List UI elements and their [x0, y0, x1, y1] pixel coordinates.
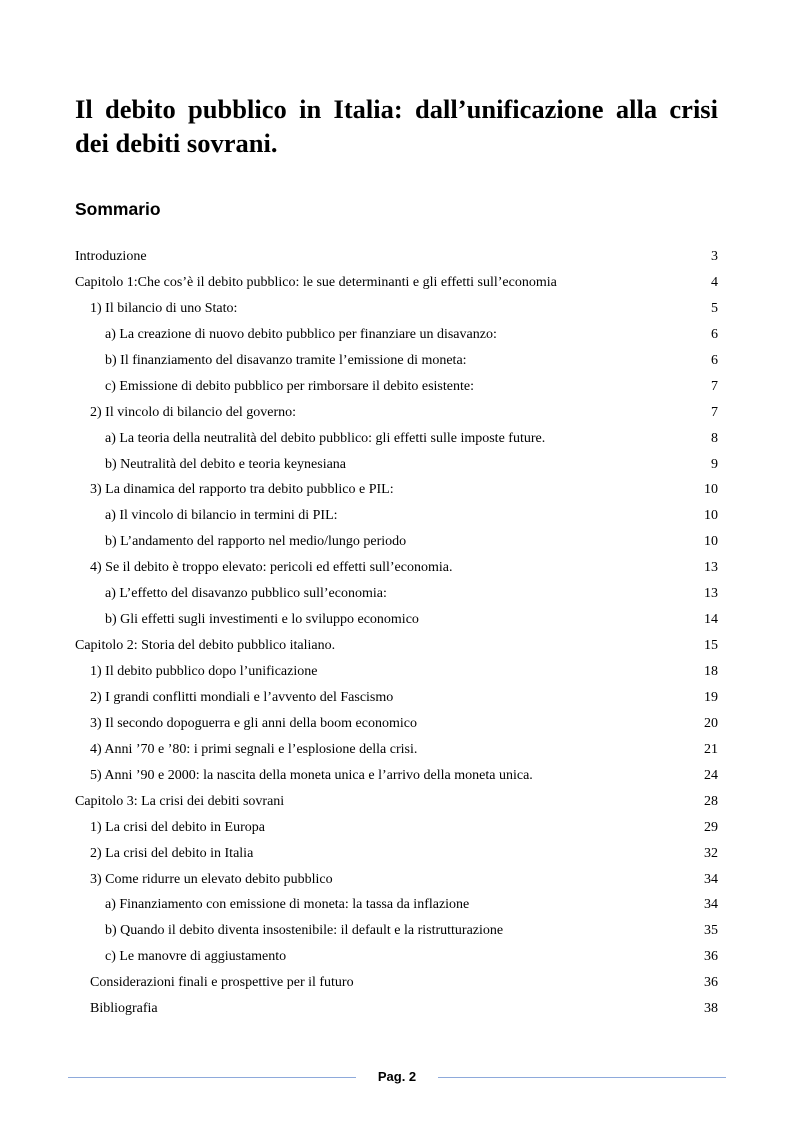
toc-entry-page-number[interactable]: 29: [704, 819, 718, 835]
toc-entry-title[interactable]: 3) La dinamica del rapporto tra debito pubblico e PIL:: [90, 482, 394, 498]
toc-entry-page-number[interactable]: 4: [711, 274, 718, 290]
toc-entry[interactable]: [75, 685, 718, 711]
toc-entry-page-number[interactable]: 13: [704, 586, 718, 602]
toc-entry-page-number[interactable]: 18: [704, 664, 718, 679]
toc-entry[interactable]: [75, 400, 718, 426]
toc-entry[interactable]: [75, 789, 718, 815]
toc-entry[interactable]: [75, 867, 718, 893]
toc-entry[interactable]: [75, 477, 718, 503]
toc-entry-page-number[interactable]: 36: [704, 975, 718, 991]
toc-entry[interactable]: [75, 555, 718, 581]
toc-entry[interactable]: [75, 763, 718, 789]
toc-entry[interactable]: [75, 322, 718, 348]
toc-entry-page-number[interactable]: 6: [711, 352, 718, 368]
toc-entry[interactable]: [75, 737, 718, 763]
toc-entry[interactable]: [75, 944, 718, 970]
toc-entry-title[interactable]: 4) Anni ’70 e ’80: i primi segnali e l’esplosione della crisi.: [90, 741, 418, 757]
toc-entry-title[interactable]: Capitolo 1:Che cos’è il debito pubblico: le sue determinanti e gli effetti sull’economia: [75, 274, 557, 290]
toc-entry-page-number[interactable]: 6: [711, 326, 718, 342]
footer-rule-right: [438, 1077, 726, 1078]
toc-entry-page-number[interactable]: 20: [704, 715, 718, 731]
toc-entry-title[interactable]: 3) Il secondo dopoguerra e gli anni della boom economico: [90, 715, 417, 731]
toc-entry[interactable]: [75, 270, 718, 296]
toc-entry-title[interactable]: 4) Se il debito è troppo elevato: pericoli ed effetti sull’economia.: [90, 560, 453, 576]
toc-entry-title[interactable]: c) Emissione di debito pubblico per rimborsare il debito esistente:: [105, 378, 474, 394]
page-number-label: Pag. 2: [377, 1069, 417, 1084]
toc-entry-page-number[interactable]: 28: [704, 793, 718, 809]
toc-entry-page-number[interactable]: 36: [704, 949, 718, 965]
toc-entry[interactable]: [75, 607, 718, 633]
toc-entry-page-number[interactable]: 5: [711, 300, 718, 316]
toc-entry[interactable]: [75, 452, 718, 478]
toc-entry-page-number[interactable]: 10: [704, 508, 718, 524]
toc-entry[interactable]: [75, 348, 718, 374]
toc-entry-title[interactable]: 1) La crisi del debito in Europa: [90, 819, 265, 835]
toc-entry[interactable]: [75, 711, 718, 737]
toc-entry[interactable]: [75, 892, 718, 918]
toc-entry-page-number[interactable]: 7: [711, 378, 718, 394]
toc-entry[interactable]: [75, 996, 718, 1022]
toc-entry-page-number[interactable]: 19: [704, 689, 718, 705]
toc-entry-title[interactable]: 2) Il vincolo di bilancio del governo:: [90, 404, 297, 420]
toc-entry-title[interactable]: a) Il vincolo di bilancio in termini di PIL:: [105, 508, 338, 524]
toc-entry-page-number[interactable]: 21: [704, 741, 718, 757]
toc-entry-page-number[interactable]: 34: [704, 897, 718, 913]
toc-entry-title[interactable]: 1) Il debito pubblico dopo l’unificazione: [90, 664, 318, 679]
toc-entry-title[interactable]: Capitolo 2: Storia del debito pubblico italiano.: [75, 638, 336, 654]
toc-entry[interactable]: [75, 581, 718, 607]
toc-entry[interactable]: [75, 633, 718, 659]
toc-entry-page-number[interactable]: 15: [704, 638, 718, 654]
toc-entry[interactable]: [75, 841, 718, 867]
toc-entry-page-number[interactable]: 38: [704, 1001, 718, 1017]
toc-entry-title[interactable]: b) Il finanziamento del disavanzo tramite l’emissione di moneta:: [105, 352, 467, 368]
document-title: Il debito pubblico in Italia: dall’unificazione alla crisi dei debiti sovrani.: [75, 94, 718, 158]
toc-heading: Sommario: [75, 199, 161, 219]
toc-entry-title[interactable]: 1) Il bilancio di uno Stato:: [90, 300, 238, 316]
toc-entry-page-number[interactable]: 35: [704, 923, 718, 939]
toc-entry[interactable]: [75, 815, 718, 841]
toc-entry-title[interactable]: Bibliografia: [90, 1001, 158, 1017]
toc-entry-title[interactable]: b) L’andamento del rapporto nel medio/lungo periodo: [105, 534, 407, 550]
toc-entry[interactable]: [75, 296, 718, 322]
toc-entry[interactable]: [75, 374, 718, 400]
toc-entry-title[interactable]: Introduzione: [75, 249, 147, 264]
page-footer: [68, 1066, 726, 1088]
toc-entry-title[interactable]: a) Finanziamento con emissione di moneta: la tassa da inflazione: [105, 897, 470, 913]
toc-entry-title[interactable]: 2) La crisi del debito in Italia: [90, 845, 254, 861]
toc-entry-page-number[interactable]: 14: [704, 612, 718, 628]
toc-entry-title[interactable]: b) Quando il debito diventa insostenibile: il default e la ristrutturazione: [105, 923, 504, 939]
toc-entry-page-number[interactable]: 13: [704, 560, 718, 576]
toc-entry[interactable]: [75, 659, 718, 685]
toc-entry[interactable]: [75, 918, 718, 944]
toc-entry-title[interactable]: 3) Come ridurre un elevato debito pubblico: [90, 871, 333, 887]
toc-entry-page-number[interactable]: 3: [711, 249, 718, 264]
toc-entry-title[interactable]: Considerazioni finali e prospettive per il futuro: [90, 975, 354, 991]
toc-entry[interactable]: [75, 244, 718, 270]
toc-entry-title[interactable]: a) L’effetto del disavanzo pubblico sull’economia:: [105, 586, 387, 602]
toc-entry-page-number[interactable]: 32: [704, 845, 718, 861]
toc-entry-page-number[interactable]: 10: [704, 482, 718, 498]
toc-entry-title[interactable]: b) Gli effetti sugli investimenti e lo sviluppo economico: [105, 612, 419, 628]
toc-entry-title[interactable]: a) La teoria della neutralità del debito pubblico: gli effetti sulle imposte future.: [105, 430, 546, 446]
toc-entry-page-number[interactable]: 7: [711, 404, 718, 420]
toc-entry[interactable]: [75, 426, 718, 452]
toc-entry-page-number[interactable]: 34: [704, 871, 718, 887]
toc-entry-page-number[interactable]: 8: [711, 430, 718, 446]
toc-entry[interactable]: [75, 503, 718, 529]
toc-entry-page-number[interactable]: 9: [711, 456, 718, 472]
toc-entry[interactable]: [75, 529, 718, 555]
toc-entry-page-number[interactable]: 24: [704, 767, 718, 783]
footer-rule-left: [68, 1077, 356, 1078]
toc-entry-title[interactable]: 2) I grandi conflitti mondiali e l’avvento del Fascismo: [90, 689, 394, 705]
toc-entry-title[interactable]: Capitolo 3: La crisi dei debiti sovrani: [75, 793, 285, 809]
toc-entry-page-number[interactable]: 10: [704, 534, 718, 550]
toc-entry-title[interactable]: 5) Anni ’90 e 2000: la nascita della moneta unica e l’arrivo della moneta unica.: [90, 767, 533, 783]
toc-entry-title[interactable]: a) La creazione di nuovo debito pubblico per finanziare un disavanzo:: [105, 326, 497, 342]
table-of-contents: [75, 244, 718, 1022]
toc-entry[interactable]: [75, 970, 718, 996]
toc-entry-title[interactable]: b) Neutralità del debito e teoria keynesiana: [105, 456, 347, 472]
toc-entry-title[interactable]: c) Le manovre di aggiustamento: [105, 949, 287, 965]
